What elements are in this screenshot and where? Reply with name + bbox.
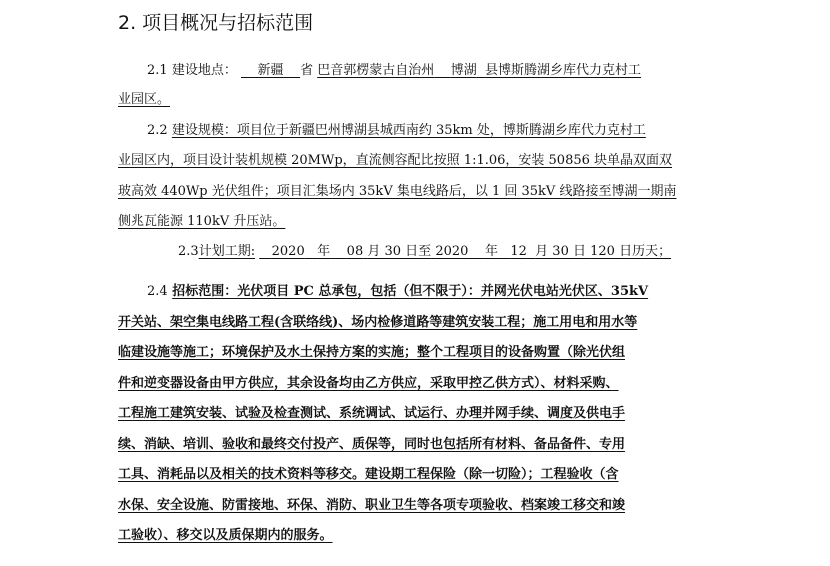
- s24-text-1: 招标范围：光伏项目 PC 总承包，包括（但不限于）：并网光伏电站光伏区、35kV: [172, 284, 649, 299]
- s21-county: 博湖: [450, 63, 477, 78]
- s22-number: 2.2: [147, 123, 168, 138]
- s21-province: 新疆: [257, 63, 284, 78]
- s24-line-1: [147, 283, 648, 301]
- s23-period: 2020 年 08 月 30 日至 2020 年 12 月 30 日 120 日历天；: [271, 244, 672, 259]
- s23-label: 计划工期:: [198, 244, 256, 259]
- s24-line-2: 开关站、架空集电线路工程(含联络线)、场内检修道路等建筑安装工程；施工用电和用水等: [118, 315, 638, 330]
- s21-line-2: 业园区。: [118, 92, 171, 107]
- s21-number: 2.1: [147, 63, 168, 78]
- s21-province-suffix: 省: [300, 63, 314, 78]
- s24-line-4: 件和逆变器设备由甲方供应，其余设备均由乙方供应，采取甲控乙供方式）、材料采购、: [118, 376, 619, 391]
- s24-line-6: 续、消缺、培训、验收和最终交付投产、质保等，同时也包括所有材料、备品备件、专用: [118, 437, 626, 452]
- s24-line-7: 工具、消耗品以及相关的技术资料等移交。建设期工程保险（除一切险）；工程验收（含: [118, 467, 619, 482]
- s24-line-9: 工验收）、移交以及质保期内的服务。: [118, 528, 333, 543]
- s23-number: 2.3: [178, 244, 199, 259]
- s24-line-5: 工程施工建筑安装、试验及检查测试、系统调试、试运行、办理并网手续、调度及供电手: [118, 406, 626, 421]
- s22-text-1: 建设规模：项目位于新疆巴州博湖县城西南约 35km 处，博斯腾湖乡库代力克村工: [171, 123, 646, 138]
- s24-line-8: 水保、安全设施、防雷接地、环保、消防、职业卫生等各项专项验收、档案竣工移交和竣: [118, 498, 626, 513]
- s24-line-3: 临建设施等施工；环境保护及水土保持方案的实施；整个工程项目的设备购置（除光伏组: [118, 345, 626, 360]
- s21-county-suffix: 县博斯腾湖乡库代力克村工: [485, 63, 642, 78]
- s22-line-4: 侧兆瓦能源 110kV 升压站。: [118, 214, 286, 229]
- section-heading: 2. 项目概况与招标范围: [118, 12, 314, 34]
- s24-number: 2.4: [147, 284, 168, 299]
- s22-line-3: 玻高效 440Wp 光伏组件；项目汇集场内 35kV 集电线路后，以 1 回 35kV 线路接至博湖一期南: [118, 184, 677, 199]
- s21-label: 建设地点：: [171, 63, 237, 78]
- s22-line-1: [147, 122, 646, 140]
- s21-prefecture: 巴音郭楞蒙古自治州: [317, 63, 435, 78]
- s21-line-1: [147, 62, 641, 80]
- s23-line: [178, 243, 671, 261]
- s22-line-2: 业园区内，项目设计装机规模 20MWp，直流侧容配比按照 1:1.06，安装 50856 块单晶双面双: [118, 153, 673, 168]
